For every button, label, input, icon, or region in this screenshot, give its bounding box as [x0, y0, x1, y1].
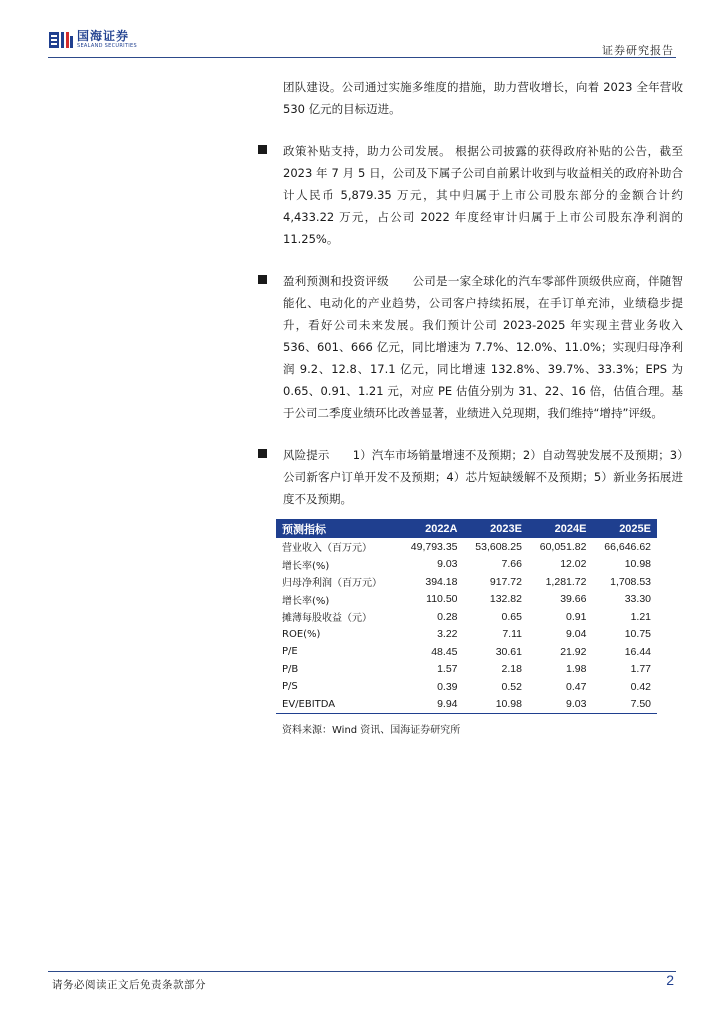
page-number: 2 [666, 972, 674, 988]
table-cell: 917.72 [489, 575, 522, 588]
table-cell: 49,793.35 [410, 540, 458, 553]
table-cell: 9.03 [528, 696, 592, 714]
bullet-text: 盈利预测和投资评级 公司是一家全球化的汽车零部件顶级供应商，伴随智能化、电动化的产业趋势，公司客户持续拓展，在手订单充沛，业绩稳步提升，看好公司未来发展。我们预计公司 2023-2025 年实现主营业务收入 536、601、666 亿元，同比增速为 7.7%、12.0%、11.0%；实现归母净利润 9.2、12.8、17.1 亿元，同比增速 132.8%、39.7%、33.3%；EPS 为 0.65、0.91、1.21 元，对应 PE 估值分别为 31、22、16 倍，估值合理。基于公司二季度业绩环比改善显著，业绩进入兑现期，我们维持“增持”评级。 [283, 274, 683, 420]
table-cell: 39.66 [560, 593, 587, 606]
table-cell: 21.92 [560, 645, 587, 658]
table-cell: 0.91 [566, 610, 587, 623]
table-cell: 394.18 [425, 575, 458, 588]
row-label: 营业收入（百万元） [282, 543, 372, 555]
table-cell: 1.98 [566, 663, 587, 676]
table-cell: 9.03 [437, 558, 458, 571]
table-cell: 16.44 [624, 645, 651, 658]
table-cell: 0.28 [437, 610, 458, 623]
company-logo [49, 30, 137, 49]
table-cell: 10.98 [624, 558, 651, 571]
page-header [0, 0, 724, 60]
table-row [276, 696, 657, 714]
bullet-text: 政策补贴支持，助力公司发展。 根据公司披露的获得政府补贴的公告，截至 2023 年 7 月 5 日，公司及下属子公司自前累计收到与收益相关的政府补助合计人民币 5,879.35 万元，其中归属于上市公司股东部分的金额合计约 4,433.22 万元，占公司 2022 年度经审计归属于上市公司股东净利润的 11.25%。 [283, 144, 683, 246]
table-cell: 30.61 [495, 645, 522, 658]
table-cell: 66,646.62 [604, 540, 651, 553]
table-header-cell: 2023E [464, 519, 528, 538]
table-cell: 10.98 [464, 696, 528, 714]
table-cell: 0.39 [437, 680, 458, 693]
table-cell: 7.50 [592, 696, 657, 714]
table-header-cell: 预测指标 [276, 519, 399, 538]
forecast-table-section [276, 519, 657, 736]
table-cell: 1.21 [630, 610, 651, 623]
row-label: ROE(%) [282, 628, 321, 640]
bullet-text: 风险提示 1）汽车市场销量增速不及预期；2）自动驾驶发展不及预期；3）公司新客户订单开发不及预期；4）芯片短缺缓解不及预期；5）新业务拓展进度不及预期。 [283, 448, 683, 506]
logo-english-name: SEALAND SECURITIES [77, 43, 137, 49]
table-cell: 1.57 [437, 663, 458, 676]
row-label: 增长率(%) [282, 595, 330, 607]
square-bullet-icon [258, 449, 267, 458]
table-row [276, 608, 657, 626]
row-label: 摊薄每股收益（元） [282, 613, 372, 625]
report-type-title: 证券研究报告 [602, 44, 674, 57]
table-header-row [276, 519, 657, 538]
row-label: P/E [282, 646, 298, 658]
table-cell: 9.04 [566, 628, 587, 641]
table-row [276, 661, 657, 679]
table-row [276, 538, 657, 556]
table-cell: 60,051.82 [539, 540, 587, 553]
table-row [276, 626, 657, 644]
bullet-risk-warning [283, 444, 683, 510]
table-cell: 110.50 [426, 593, 458, 606]
forecast-table [276, 519, 657, 714]
report-body [283, 76, 683, 510]
bullet-earnings-forecast [283, 270, 683, 424]
table-row [276, 556, 657, 574]
table-cell: 48.45 [431, 645, 458, 658]
footer-divider [48, 971, 676, 972]
row-label: P/B [282, 663, 299, 675]
logo-chinese-name: 国海证券 [77, 29, 130, 43]
row-label: P/S [282, 681, 298, 693]
table-cell: 7.11 [502, 628, 522, 641]
table-header-cell: 2022A [399, 519, 463, 538]
table-cell: 0.47 [566, 680, 587, 693]
table-cell: 1.77 [630, 663, 651, 676]
table-cell: 33.30 [624, 593, 651, 606]
header-divider [48, 57, 676, 58]
table-row [276, 573, 657, 591]
table-header-cell: 2024E [528, 519, 592, 538]
square-bullet-icon [258, 145, 267, 154]
table-cell: 0.65 [501, 610, 522, 623]
table-row [276, 643, 657, 661]
table-cell: 0.52 [501, 680, 522, 693]
table-cell: 12.02 [560, 558, 587, 571]
table-source-note: 资料来源：Wind 资讯、国海证券研究所 [282, 725, 461, 736]
table-row [276, 591, 657, 609]
table-header-cell: 2025E [592, 519, 657, 538]
square-bullet-icon [258, 275, 267, 284]
table-cell: 7.66 [501, 558, 522, 571]
table-cell: 132.82 [489, 593, 522, 606]
table-cell: 10.75 [624, 628, 651, 641]
sealand-logo-icon [49, 31, 73, 49]
table-cell: 1,281.72 [545, 575, 587, 588]
table-cell: 9.94 [399, 696, 463, 714]
table-cell: 2.18 [501, 663, 522, 676]
table-row [276, 678, 657, 696]
table-cell: 0.42 [630, 680, 651, 693]
table-cell: 53,608.25 [475, 540, 522, 553]
row-label: 增长率(%) [282, 560, 330, 572]
row-label: 归母净利润（百万元） [282, 578, 382, 590]
table-cell: 1,708.53 [610, 575, 651, 588]
intro-paragraph: 团队建设。公司通过实施多维度的措施，助力营收增长，向着 2023 全年营收 530 亿元的目标迈进。 [283, 80, 683, 116]
bullet-policy-subsidy [283, 140, 683, 250]
table-cell: 3.22 [437, 628, 458, 641]
row-label: EV/EBITDA [276, 696, 399, 714]
footer-disclaimer: 请务必阅读正文后免责条款部分 [52, 979, 206, 991]
